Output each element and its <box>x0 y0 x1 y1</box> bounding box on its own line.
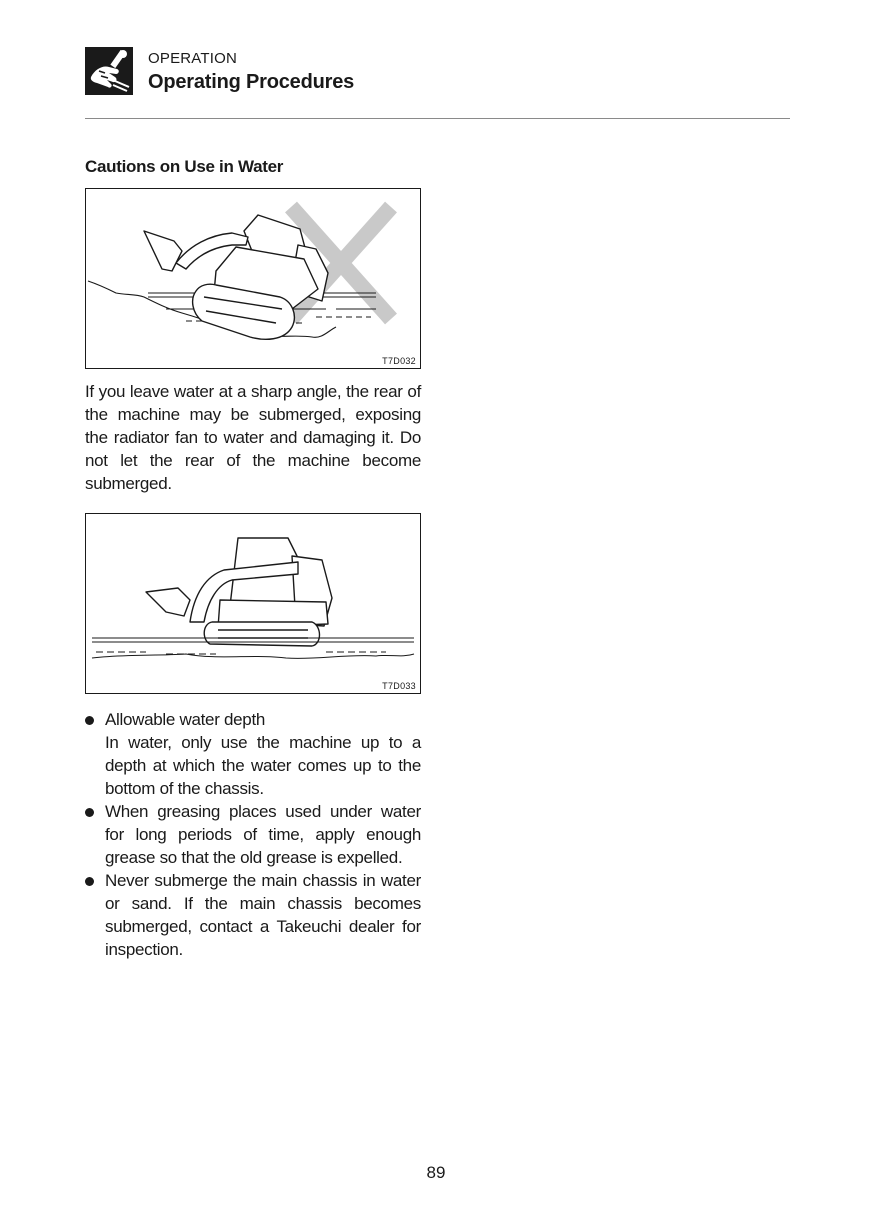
list-item-text: In water, only use the machine up to a depth at which the water comes up to the bottom of the chassis. <box>105 733 421 798</box>
list-item-title: Allowable water depth <box>105 710 266 729</box>
list-item <box>85 869 421 961</box>
page-title: Operating Procedures <box>148 71 355 93</box>
bullet-icon <box>85 808 94 817</box>
figure-code: T7D032 <box>382 356 416 366</box>
caution-list <box>85 708 421 961</box>
list-item-text: Never submerge the main chassis in water or sand. If the main chassis becomes submerged, contact a Takeuchi dealer for inspection. <box>105 871 421 959</box>
header-divider <box>85 118 790 119</box>
section-label: OPERATION <box>148 50 238 67</box>
hand-operating-lever-icon <box>85 47 133 95</box>
list-item <box>85 708 421 800</box>
bullet-icon <box>85 716 94 725</box>
list-item-text: When greasing places used under water for long periods of time, apply enough grease so that the old grease is expelled. <box>105 802 421 867</box>
figure-sharp-angle-exit <box>85 188 421 369</box>
figure-code: T7D033 <box>382 681 416 691</box>
section-heading: Cautions on Use in Water <box>85 157 284 176</box>
figure-allowable-depth <box>85 513 421 694</box>
page-number: 89 <box>426 1163 446 1182</box>
list-item <box>85 800 421 869</box>
bullet-icon <box>85 877 94 886</box>
caution-paragraph: If you leave water at a sharp angle, the rear of the machine may be submerged, exposing the radiator fan to water and damaging it. Do not let the rear of the machine become submerged. <box>85 382 421 493</box>
